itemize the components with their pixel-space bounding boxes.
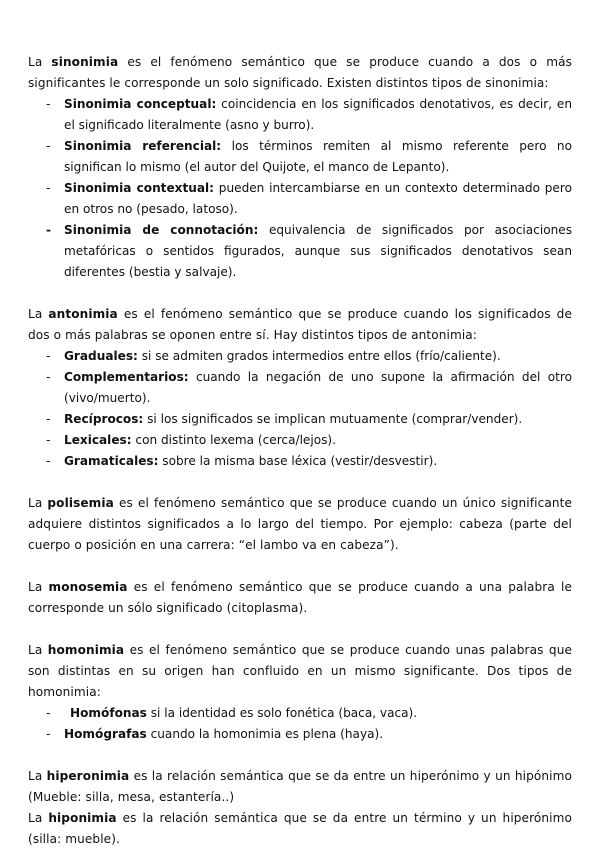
list-item [46, 724, 572, 745]
item-label: Sinonimia contextual: [64, 181, 214, 195]
term-monosemia: monosemia [48, 580, 128, 594]
item-label: Gramaticales: [64, 454, 159, 468]
homonimia-types-list [28, 703, 572, 745]
item-label: Homógrafas [64, 727, 147, 741]
intro-prefix: La [28, 769, 47, 783]
dash-bullet: - [46, 370, 51, 384]
homonimia-definition: es el fenómeno semántico que se produce cuando unas palabras que son distintas en su origen han confluido en un mismo significante. Dos tipos de homonimia: [28, 643, 573, 699]
monosemia-paragraph [28, 577, 572, 619]
intro-prefix: La [28, 496, 48, 510]
item-text: los términos remiten al mismo referente pero no significan lo mismo (el autor del Quijote, el manco de Lepanto). [64, 139, 572, 174]
dash-bullet: - [46, 97, 51, 111]
sinonimia-types-list [28, 94, 572, 283]
dash-bullet: - [46, 433, 51, 447]
item-text: cuando la negación de uno supone la afirmación del otro (vivo/muerto). [64, 370, 572, 405]
item-text: si los significados se implican mutuamente (comprar/vender). [143, 412, 523, 426]
intro-prefix: La [28, 580, 49, 594]
antonimia-paragraph [28, 304, 572, 346]
polisemia-paragraph [28, 493, 572, 556]
list-item [46, 94, 572, 136]
intro-prefix: La [28, 643, 48, 657]
spacer [28, 283, 572, 304]
list-item [46, 220, 572, 283]
spacer [28, 745, 572, 766]
dash-bullet: - [46, 412, 51, 426]
term-hiponimia: hiponimia [48, 811, 117, 825]
item-text: con distinto lexema (cerca/lejos). [131, 433, 336, 447]
term-polisemia: polisemia [47, 496, 114, 510]
dash-bullet: - [46, 349, 51, 363]
antonimia-types-list [28, 346, 572, 472]
spacer [28, 556, 572, 577]
item-text: sobre la misma base léxica (vestir/desvestir). [158, 454, 438, 468]
monosemia-definition: es el fenómeno semántico que se produce cuando a una palabra le corresponde un sólo significado (citoplasma). [28, 580, 572, 615]
item-label: Lexicales: [64, 433, 132, 447]
item-label: Recíprocos: [64, 412, 144, 426]
dash-bullet: - [46, 454, 51, 468]
term-antonimia: antonimia [48, 307, 118, 321]
item-label: Graduales: [64, 349, 138, 363]
item-text: cuando la homonimia es plena (haya). [146, 727, 384, 741]
list-item [46, 346, 572, 367]
homonimia-paragraph [28, 640, 572, 703]
list-item [46, 703, 572, 724]
dash-bullet: - [46, 223, 52, 237]
sinonimia-paragraph [28, 52, 572, 94]
spacer [28, 619, 572, 640]
dash-bullet: - [46, 181, 51, 195]
item-text: pueden intercambiarse en un contexto determinado pero en otros no (pesado, latoso). [64, 181, 572, 216]
intro-prefix: La [28, 55, 52, 69]
list-item [46, 451, 572, 472]
term-sinonimia: sinonimia [51, 55, 119, 69]
dash-bullet: - [46, 706, 51, 720]
term-homonimia: homonimia [47, 643, 125, 657]
term-hiperonimia: hiperonimia [46, 769, 130, 783]
list-item [46, 430, 572, 451]
list-item [46, 178, 572, 220]
antonimia-definition: es el fenómeno semántico que se produce cuando los significados de dos o más palabras se oponen entre sí. Hay distintos tipos de antonimia: [28, 307, 572, 342]
hiponimia-paragraph [28, 808, 572, 850]
list-item [46, 136, 572, 178]
intro-prefix: La [28, 811, 49, 825]
item-text: equivalencia de significados por asociaciones metafóricas o sentidos figurados, aunque sus significados denotativos sean diferentes (bestia y salvaje). [64, 223, 572, 279]
sinonimia-definition: es el fenómeno semántico que se produce cuando a dos o más significantes le corresponde un solo significado. Existen distintos tipos de sinonimia: [28, 55, 572, 90]
item-text: si la identidad es solo fonética (baca, vaca). [146, 706, 418, 720]
item-label: Complementarios: [64, 370, 189, 384]
hiperonimia-paragraph [28, 766, 572, 808]
hiperonimia-definition: es la relación semántica que se da entre un hiperónimo y un hipónimo (Mueble: silla, mesa, estantería..) [28, 769, 572, 804]
item-label: Sinonimia conceptual: [64, 97, 217, 111]
polisemia-definition: es el fenómeno semántico que se produce cuando un único significante adquiere distintos significados a lo largo del tiempo. Por ejemplo: cabeza (parte del cuerpo o posición en una carrera: “el lambo va en cabeza”). [28, 496, 572, 552]
dash-bullet: - [46, 139, 51, 153]
hiponimia-definition: es la relación semántica que se da entre un término y un hiperónimo (silla: mueble). [28, 811, 573, 846]
spacer [28, 472, 572, 493]
item-label: Sinonimia referencial: [64, 139, 222, 153]
item-label: Homófonas [70, 706, 147, 720]
item-label: Sinonimia de connotación: [64, 223, 259, 237]
list-item [46, 409, 572, 430]
dash-bullet: - [46, 727, 51, 741]
intro-prefix: La [28, 307, 49, 321]
item-text: coincidencia en los significados denotativos, es decir, en el significado literalmente (asno y burro). [64, 97, 572, 132]
list-item [46, 367, 572, 409]
item-text: si se admiten grados intermedios entre ellos (frío/caliente). [137, 349, 501, 363]
